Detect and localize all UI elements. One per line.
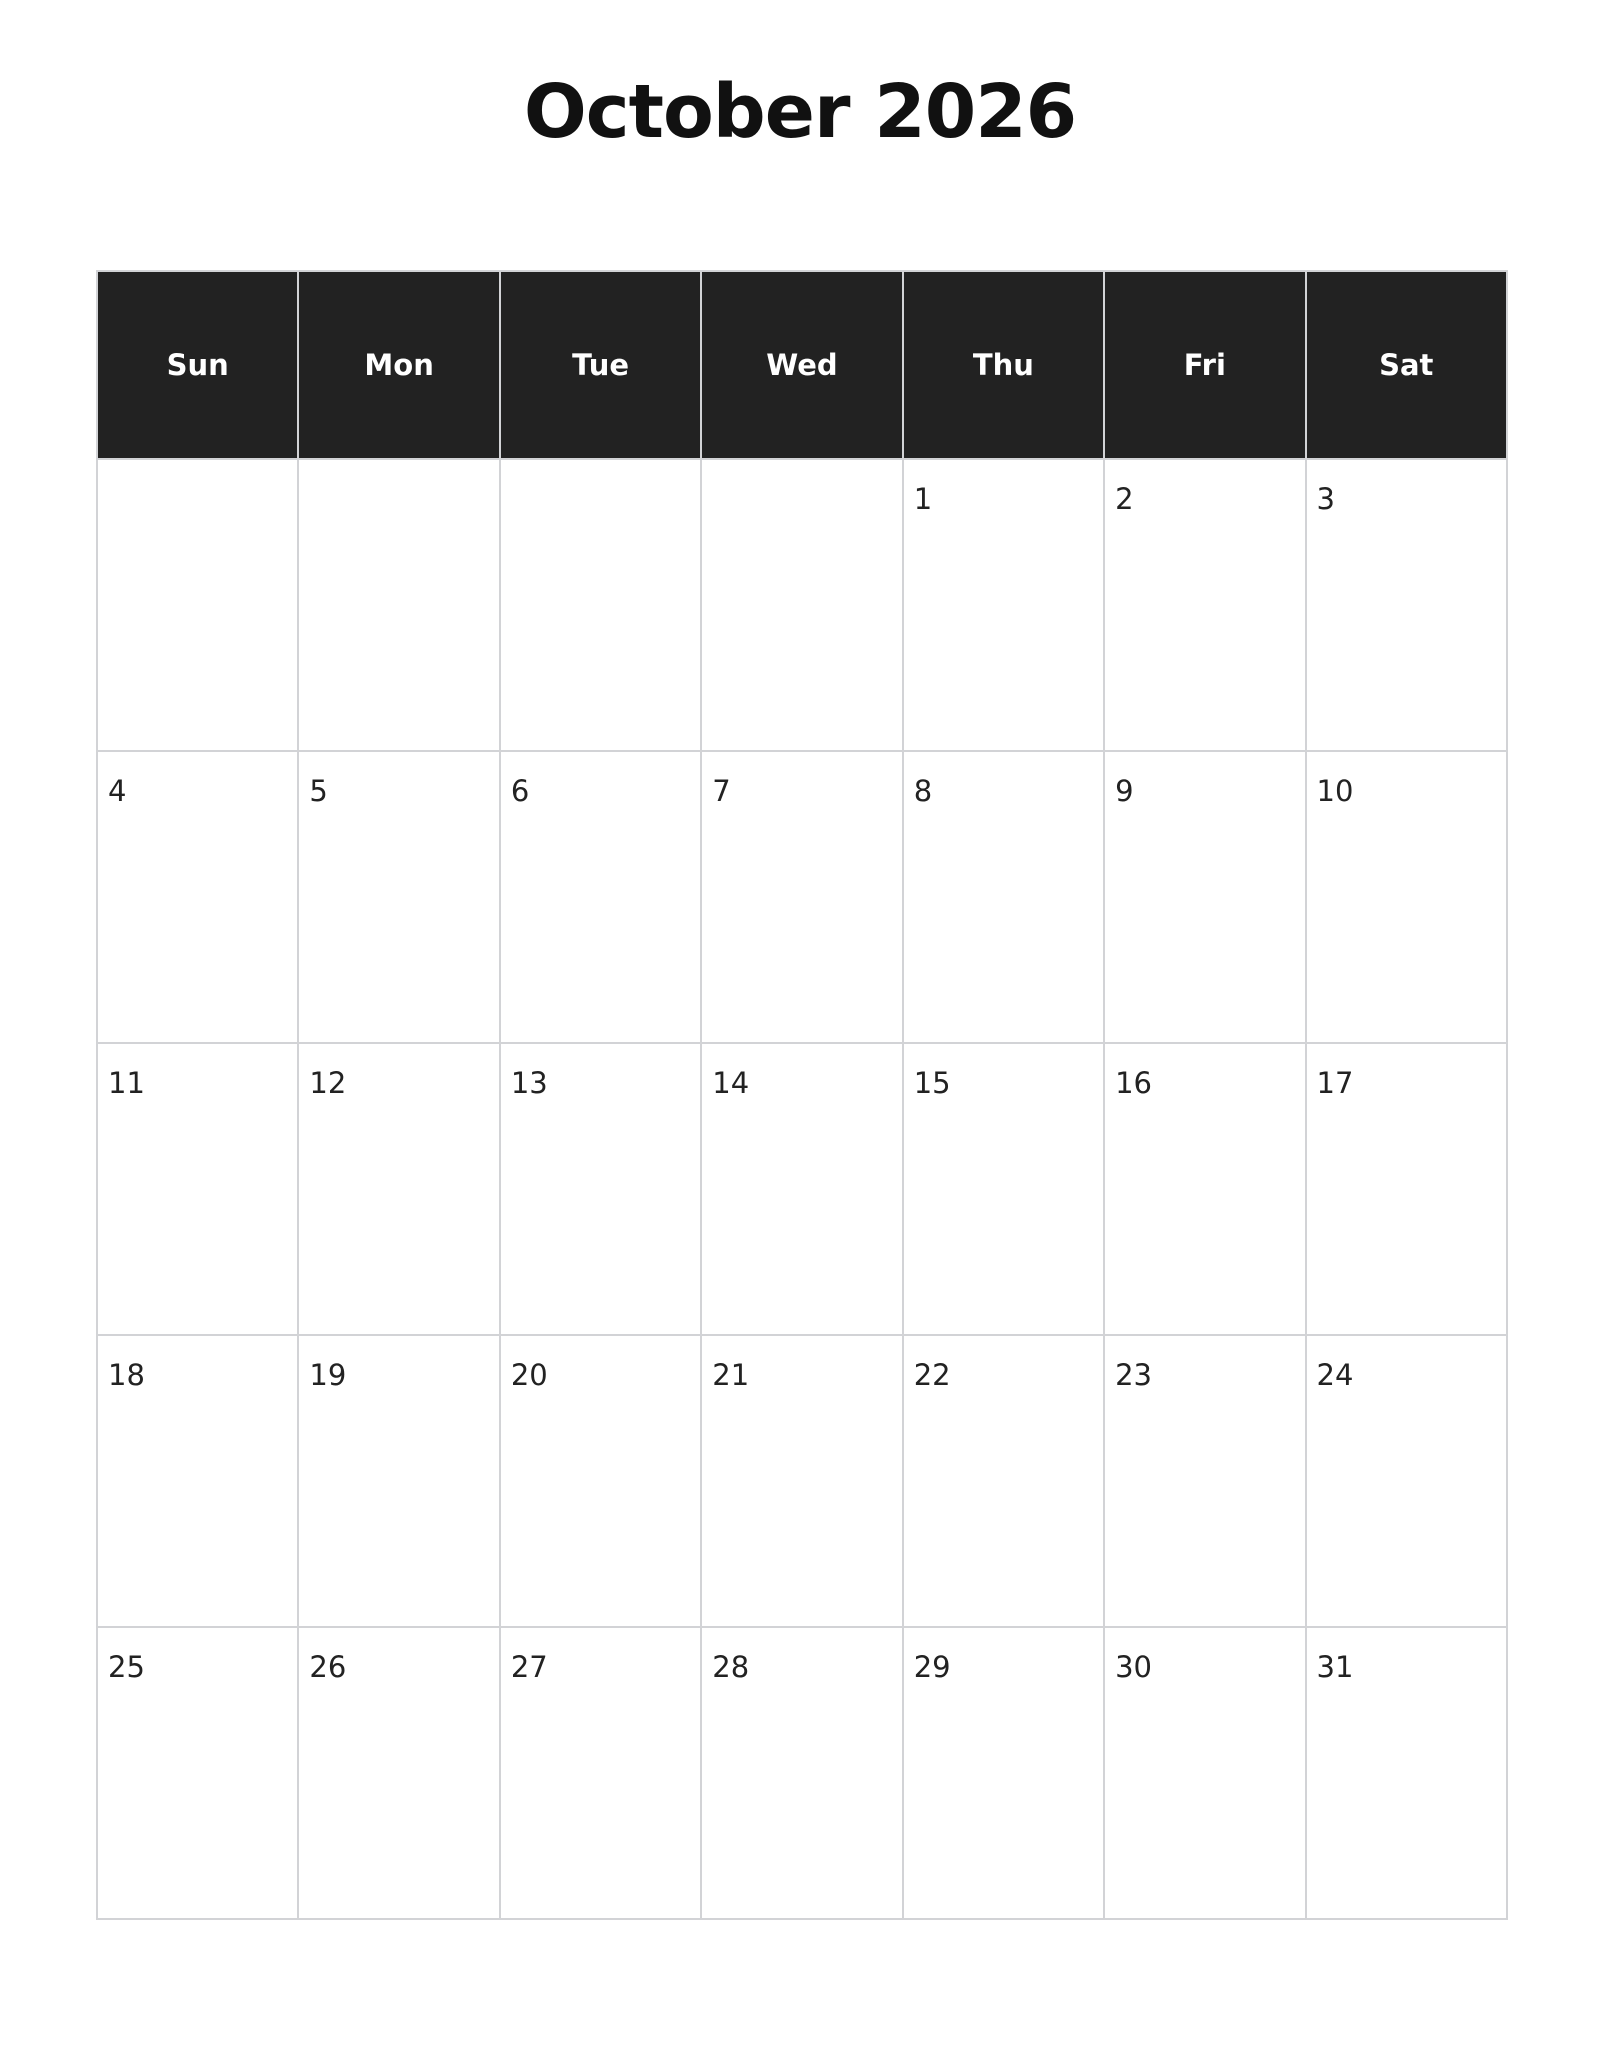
day-number: 14 — [712, 1066, 750, 1100]
day-number: 27 — [510, 1650, 548, 1684]
day-cell[interactable] — [299, 1336, 500, 1628]
day-cell[interactable] — [1105, 1336, 1306, 1628]
day-number: 29 — [913, 1650, 951, 1684]
day-number: 3 — [1316, 482, 1335, 516]
day-cell[interactable] — [98, 752, 299, 1044]
day-cell[interactable] — [98, 460, 299, 752]
day-cell[interactable] — [1307, 460, 1508, 752]
day-number: 26 — [309, 1650, 347, 1684]
page-title: October 2026 — [523, 69, 1077, 155]
day-cell[interactable] — [299, 752, 500, 1044]
day-cell[interactable] — [501, 1044, 702, 1336]
day-cell[interactable] — [904, 1336, 1105, 1628]
day-number: 7 — [712, 774, 731, 808]
day-number: 15 — [913, 1066, 951, 1100]
day-number: 21 — [712, 1358, 750, 1392]
day-cell[interactable] — [501, 1628, 702, 1920]
day-number: 23 — [1115, 1358, 1153, 1392]
weekday-header-wed: Wed — [702, 272, 903, 460]
day-cell[interactable] — [1307, 1044, 1508, 1336]
day-number: 5 — [309, 774, 328, 808]
day-cell[interactable] — [299, 460, 500, 752]
day-cell[interactable] — [98, 1628, 299, 1920]
day-cell[interactable] — [904, 1044, 1105, 1336]
day-cell[interactable] — [1105, 1044, 1306, 1336]
day-cell[interactable] — [702, 1044, 903, 1336]
day-cell[interactable] — [702, 1628, 903, 1920]
day-number: 8 — [913, 774, 933, 808]
day-number: 28 — [712, 1650, 750, 1684]
day-number: 19 — [309, 1358, 347, 1392]
day-cell[interactable] — [501, 1336, 702, 1628]
day-number: 10 — [1316, 774, 1354, 808]
day-number: 16 — [1115, 1066, 1153, 1100]
weekday-header-sat: Sat — [1307, 272, 1508, 460]
day-cell[interactable] — [1307, 1336, 1508, 1628]
day-cell[interactable] — [98, 1336, 299, 1628]
weekday-header-sun: Sun — [98, 272, 299, 460]
day-number: 13 — [510, 1066, 548, 1100]
day-number: 4 — [108, 774, 127, 808]
day-number: 31 — [1316, 1650, 1354, 1684]
day-cell[interactable] — [1307, 1628, 1508, 1920]
day-cell[interactable] — [702, 1336, 903, 1628]
day-number: 6 — [510, 774, 530, 808]
day-cell[interactable] — [501, 752, 702, 1044]
day-number: 2 — [1115, 482, 1134, 516]
day-number: 18 — [108, 1358, 145, 1392]
day-cell[interactable] — [98, 1044, 299, 1336]
day-cell[interactable] — [904, 752, 1105, 1044]
calendar-grid — [96, 270, 1508, 1920]
day-cell[interactable] — [299, 1628, 500, 1920]
day-cell[interactable] — [702, 460, 903, 752]
day-cell[interactable] — [1105, 752, 1306, 1044]
day-number: 30 — [1115, 1650, 1153, 1684]
weekday-header-fri: Fri — [1105, 272, 1306, 460]
day-number: 24 — [1316, 1358, 1354, 1392]
weekday-header-tue: Tue — [501, 272, 702, 460]
day-cell[interactable] — [904, 460, 1105, 752]
day-cell[interactable] — [1105, 1628, 1306, 1920]
day-cell[interactable] — [1307, 752, 1508, 1044]
day-cell[interactable] — [1105, 460, 1306, 752]
day-number: 11 — [108, 1066, 145, 1100]
day-cell[interactable] — [904, 1628, 1105, 1920]
day-number: 12 — [309, 1066, 347, 1100]
day-number: 1 — [913, 482, 933, 516]
day-number: 22 — [913, 1358, 951, 1392]
day-number: 20 — [510, 1358, 548, 1392]
day-cell[interactable] — [702, 752, 903, 1044]
day-number: 25 — [108, 1650, 145, 1684]
day-cell[interactable] — [299, 1044, 500, 1336]
day-cell[interactable] — [501, 460, 702, 752]
weekday-header-thu: Thu — [904, 272, 1105, 460]
day-number: 9 — [1115, 774, 1134, 808]
day-number: 17 — [1316, 1066, 1354, 1100]
weekday-header-mon: Mon — [299, 272, 500, 460]
